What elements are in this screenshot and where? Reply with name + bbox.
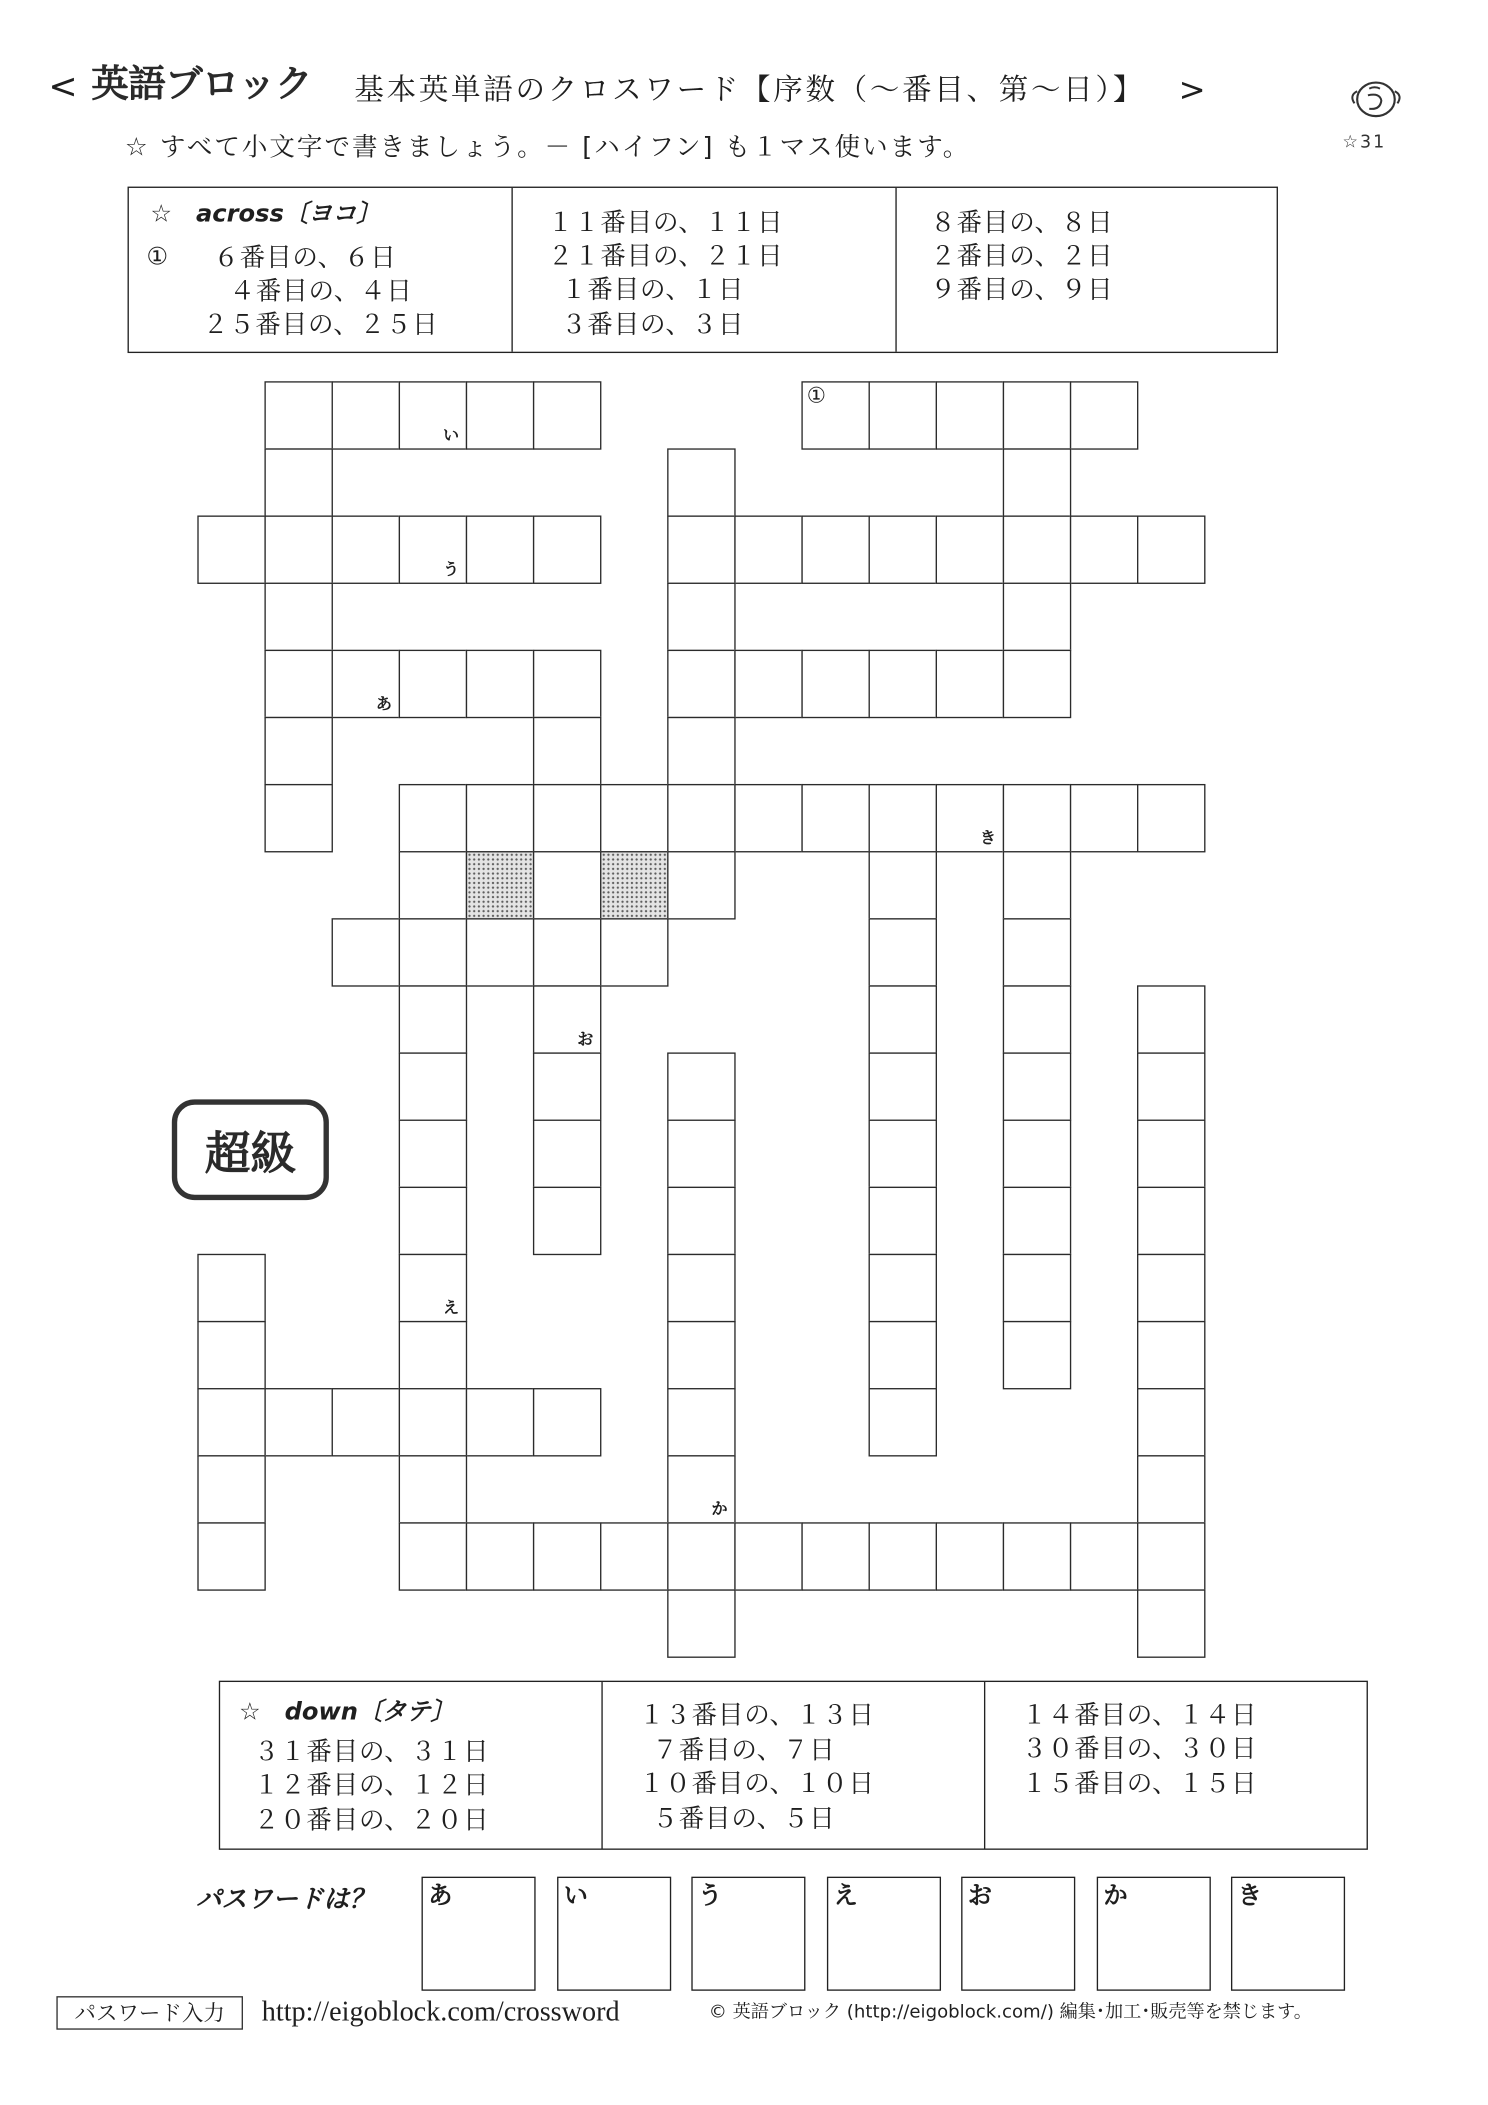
grid-cell: [399, 1455, 467, 1523]
grid-cell: [533, 717, 601, 785]
mascot-face-icon: [1345, 75, 1407, 121]
grid-cell: [1003, 1254, 1071, 1322]
grid-cell: [399, 1254, 467, 1322]
grid-cell: [466, 1388, 534, 1456]
password-box-letter: え: [833, 1882, 858, 1911]
grid-cell: [1003, 1120, 1071, 1188]
across-clue-column: [895, 188, 1276, 352]
grid-cell: [667, 515, 735, 583]
clue-line: ２番目の、２日: [930, 241, 1114, 272]
password-box: [557, 1877, 671, 1991]
grid-cell: [264, 381, 332, 449]
grid-cell: [1003, 918, 1071, 986]
grid-cell: [533, 1522, 601, 1590]
worksheet-title: 基本英単語のクロスワード【序数（～番目、第～日）】: [354, 73, 1146, 108]
grid-cell: [936, 381, 1004, 449]
grid-cell: [869, 1522, 937, 1590]
grid-cell: [869, 1120, 937, 1188]
clue-line: １番目の、１日: [561, 275, 745, 305]
brand-open-bracket: <: [48, 67, 78, 108]
grid-cell: [1137, 784, 1205, 852]
down-clue-column: [984, 1682, 1367, 1848]
grid-cell: [600, 918, 668, 986]
grid-cell: [399, 1321, 467, 1389]
grid-cell: [332, 918, 400, 986]
grid-cell: [667, 1254, 735, 1322]
grid-cell: [399, 1522, 467, 1590]
grid-password-marker: お: [577, 1029, 594, 1049]
clue-line: ２１番目の、２１日: [547, 241, 784, 272]
grid-cell: [533, 784, 601, 852]
across-clue-column: [129, 188, 512, 352]
down-clues-box: [219, 1681, 1368, 1850]
clue-line: １４番目の、１４日: [1021, 1700, 1258, 1731]
grid-cell: [466, 918, 534, 986]
password-box: [691, 1877, 805, 1991]
grid-cell: [1137, 1388, 1205, 1456]
grid-cell: [869, 851, 937, 919]
grid-password-marker: う: [442, 559, 460, 579]
grid-cell: [1003, 381, 1071, 449]
grid-password-marker: い: [442, 425, 460, 445]
grid-cell: [264, 583, 332, 651]
grid-cell: [869, 1187, 937, 1255]
grid-cell: [869, 1254, 937, 1322]
grid-password-marker: え: [442, 1298, 460, 1317]
grid-cell: [667, 650, 735, 718]
grid-cell: [1137, 1522, 1205, 1590]
grid-cell: [734, 1522, 802, 1590]
grid-password-marker: あ: [375, 694, 392, 713]
grid-cell: [399, 784, 467, 852]
across-clue-column: [511, 188, 896, 352]
clue-line: ２５番目の、２５日: [202, 310, 439, 340]
password-box: [827, 1877, 941, 1991]
clue-line: １５番目の、１５日: [1021, 1769, 1258, 1799]
grid-cell: [332, 1388, 400, 1456]
password-box-letter: う: [698, 1882, 723, 1911]
grid-cell: [667, 1388, 735, 1456]
clue-line: ２０番目の、２０日: [253, 1805, 490, 1836]
grid-cell: [667, 583, 735, 651]
grid-cell: [264, 784, 332, 852]
grid-cell: [264, 650, 332, 718]
grid-start-number: ①: [806, 382, 827, 409]
down-heading-star: ☆: [238, 1698, 261, 1727]
password-input-link[interactable]: パスワード入力: [56, 1996, 243, 2030]
crossword-url-link[interactable]: http://eigoblock.com/crossword: [261, 1994, 620, 2028]
grid-cell: [533, 1187, 601, 1255]
grid-cell: [869, 515, 937, 583]
grid-cell: [197, 1522, 265, 1590]
grid-cell: [399, 650, 467, 718]
grid-cell: [734, 650, 802, 718]
grid-cell: [600, 784, 668, 852]
grid-cell: [936, 515, 1004, 583]
grid-cell: [533, 851, 601, 919]
grid-cell: [1137, 1321, 1205, 1389]
grid-cell: [1070, 1522, 1138, 1590]
grid-cell: [667, 1187, 735, 1255]
grid-cell: [1070, 381, 1138, 449]
grid-cell: [667, 1321, 735, 1389]
grid-cell: [869, 784, 937, 852]
crossword-grid: [197, 381, 1205, 1658]
grid-cell: [667, 851, 735, 919]
grid-cell: [264, 717, 332, 785]
grid-cell: [1003, 1321, 1071, 1389]
grid-cell: [533, 1052, 601, 1120]
password-label: パスワードは？: [195, 1884, 375, 1915]
grid-cell: [1137, 1052, 1205, 1120]
grid-password-marker: き: [979, 828, 997, 848]
grid-cell: [600, 1522, 668, 1590]
grid-cell: [332, 381, 400, 449]
clue-line: ４番目の、４日: [229, 276, 413, 307]
grid-cell: [667, 448, 735, 516]
grid-cell: [1137, 1589, 1205, 1657]
grid-cell: [399, 1120, 467, 1188]
password-box-letter: あ: [428, 1882, 453, 1911]
grid-cell: [1137, 1120, 1205, 1188]
clue-line: ３１番目の、３１日: [253, 1737, 490, 1767]
grid-cell: [1003, 784, 1071, 852]
grid-cell: [399, 851, 467, 919]
grid-cell: [1003, 985, 1071, 1053]
password-box: [422, 1877, 536, 1991]
grid-cell: [1137, 985, 1205, 1053]
clue-line: １０番目の、１０日: [638, 1769, 875, 1799]
grid-cell: [734, 515, 802, 583]
clue-line: ７番目の、７日: [652, 1735, 836, 1766]
grid-cell: [936, 784, 1004, 852]
grid-cell: [533, 1120, 601, 1188]
grid-cell: [197, 515, 265, 583]
instruction-text: ☆ すべて小文字で書きましょう。－ [ハイフン] も１マス使います。: [124, 132, 971, 163]
grid-cell-blocked: [600, 851, 668, 919]
grid-cell: [869, 1052, 937, 1120]
grid-cell: [197, 1321, 265, 1389]
across-heading-star: ☆: [150, 200, 173, 229]
grid-cell: [1070, 515, 1138, 583]
grid-cell: [466, 784, 534, 852]
grid-cell: [667, 1522, 735, 1590]
clue-line: １１番目の、１１日: [547, 208, 784, 238]
grid-cell: [869, 985, 937, 1053]
grid-cell: [264, 515, 332, 583]
password-box-letter: お: [967, 1882, 993, 1911]
grid-cell: [1070, 784, 1138, 852]
sheet-number: ☆31: [1342, 132, 1387, 154]
grid-cell: [197, 1254, 265, 1322]
grid-cell: [667, 1455, 735, 1523]
grid-cell: [801, 1522, 869, 1590]
grid-cell: [1003, 448, 1071, 516]
clue-line: １３番目の、１３日: [638, 1700, 875, 1731]
grid-cell: [399, 515, 467, 583]
across-heading: across〔ヨコ〕: [195, 200, 381, 229]
grid-cell: [869, 1321, 937, 1389]
grid-cell: [801, 650, 869, 718]
grid-cell: [869, 1388, 937, 1456]
grid-cell: [197, 1455, 265, 1523]
brand-logo-text: 英語ブロック: [91, 61, 313, 107]
grid-cell: [332, 650, 400, 718]
down-clue-column: [220, 1682, 601, 1848]
grid-cell: [399, 1052, 467, 1120]
grid-cell: [869, 650, 937, 718]
grid-cell: [533, 515, 601, 583]
password-box-letter: き: [1237, 1882, 1262, 1911]
grid-cell: [1003, 515, 1071, 583]
down-heading: down〔タテ〕: [284, 1698, 455, 1727]
grid-cell: [801, 515, 869, 583]
password-box-letter: か: [1103, 1882, 1128, 1911]
grid-cell: [801, 381, 869, 449]
clue-line: ９番目の、９日: [930, 275, 1114, 305]
grid-cell: [533, 985, 601, 1053]
grid-cell: [399, 918, 467, 986]
grid-cell: [533, 381, 601, 449]
grid-cell: [936, 650, 1004, 718]
clue-line: ８番目の、８日: [930, 208, 1114, 238]
grid-cell: [1003, 1052, 1071, 1120]
grid-cell: [332, 515, 400, 583]
grid-cell: [1003, 650, 1071, 718]
grid-cell: [264, 1388, 332, 1456]
grid-cell: [1003, 1522, 1071, 1590]
grid-cell: [667, 1120, 735, 1188]
grid-cell: [1003, 1187, 1071, 1255]
copyright-notice: © 英語ブロック (http://eigoblock.com/) 編集･加工･販売等を禁じます。: [708, 2001, 1312, 2023]
grid-cell: [1003, 583, 1071, 651]
grid-cell: [734, 784, 802, 852]
grid-cell: [801, 784, 869, 852]
password-box-letter: い: [563, 1882, 588, 1911]
grid-cell: [533, 650, 601, 718]
grid-cell: [667, 717, 735, 785]
grid-cell: [197, 1388, 265, 1456]
grid-cell: [1137, 515, 1205, 583]
grid-cell: [466, 1522, 534, 1590]
password-box: [961, 1877, 1075, 1991]
grid-cell: [1137, 1254, 1205, 1322]
grid-cell: [399, 985, 467, 1053]
grid-cell: [466, 381, 534, 449]
grid-cell: [399, 1187, 467, 1255]
grid-cell: [533, 918, 601, 986]
grid-cell: [869, 381, 937, 449]
grid-password-marker: か: [711, 1499, 728, 1519]
password-box: [1097, 1877, 1211, 1991]
grid-cell: [466, 515, 534, 583]
grid-cell: [869, 918, 937, 986]
clue-line: ３０番目の、３０日: [1021, 1734, 1258, 1764]
down-clue-column: [601, 1682, 985, 1848]
clue-line: ３番目の、３日: [561, 310, 745, 340]
clue-line: ６番目の、６日: [213, 242, 397, 273]
grid-cell: [399, 1388, 467, 1456]
password-box: [1231, 1877, 1345, 1991]
across-start-number: ①: [146, 242, 168, 272]
title-close-bracket: >: [1178, 71, 1206, 109]
grid-cell: [936, 1522, 1004, 1590]
clue-line: １２番目の、１２日: [253, 1770, 490, 1801]
grid-cell: [533, 1388, 601, 1456]
across-clues-box: [128, 187, 1278, 353]
grid-cell-blocked: [466, 851, 534, 919]
grid-cell: [667, 1589, 735, 1657]
grid-cell: [1137, 1455, 1205, 1523]
grid-cell: [667, 784, 735, 852]
clue-line: ５番目の、５日: [652, 1804, 836, 1834]
grid-cell: [667, 1052, 735, 1120]
grid-cell: [1137, 1187, 1205, 1255]
level-badge: 超級: [172, 1099, 329, 1200]
grid-cell: [1003, 851, 1071, 919]
grid-cell: [466, 650, 534, 718]
grid-cell: [399, 381, 467, 449]
grid-cell: [264, 448, 332, 516]
